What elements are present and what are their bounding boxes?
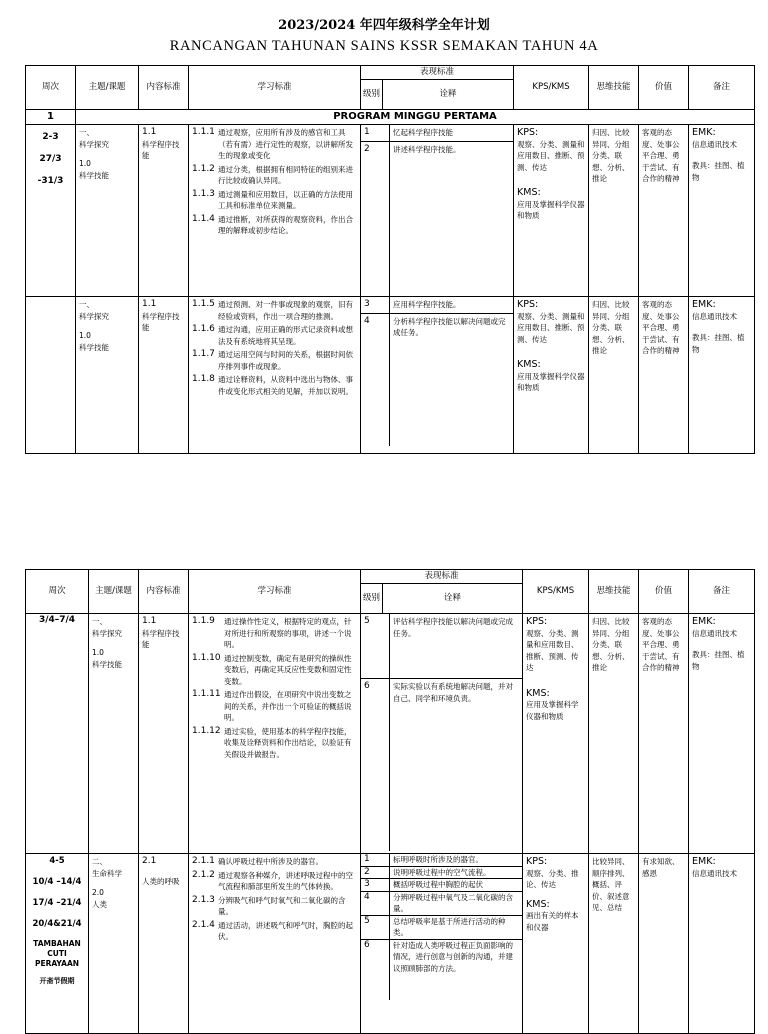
standard-text: 通过沟通，应用正确的形式记录资料或想法及有系统地将其呈现。 xyxy=(218,325,353,346)
kms-title: KMS: xyxy=(526,687,550,699)
level-number: 3 xyxy=(361,879,390,891)
kms-text: 应用及掌握科学仪器和物质 xyxy=(517,199,585,220)
content-code: 1.1 xyxy=(142,616,157,626)
standard-code: 2.1.1 xyxy=(192,856,215,866)
topic-line: 一、 xyxy=(92,617,107,626)
header-value: 价值 xyxy=(639,570,689,614)
week-date: 3/4–7/4 xyxy=(26,614,89,854)
level-text: 实际实验以有系统地解决问题，并对自己、同学和环境负责。 xyxy=(393,682,513,703)
level-text: 说明呼吸过程中的空气流程。 xyxy=(393,867,491,877)
header-week: 周次 xyxy=(26,570,89,614)
standard-code: 2.1.3 xyxy=(192,894,215,905)
level-number: 1 xyxy=(361,125,390,141)
level-number: 2 xyxy=(361,142,390,296)
header-topic: 主题/课题 xyxy=(89,570,139,614)
topic-line: 一、 xyxy=(79,300,94,309)
standard-text: 通过观察各种媒介，讲述呼吸过程中的空气流程和肺部里所发生的气体转换。 xyxy=(218,870,353,891)
level-text: 标明呼吸时所涉及的器官。 xyxy=(393,855,483,864)
topic-line: 一、 xyxy=(79,128,94,137)
standard-text: 通过观察，应用所有涉及的感官和工具（若有需）进行定性的观察，以讲解所发生的现象或变化 xyxy=(218,128,353,160)
content-code: 1.1 xyxy=(142,127,157,137)
standard-text: 通过控制变数，确定有是研究的操纵性变数后，再确定其反应性变数和固定性变数。 xyxy=(224,653,352,686)
program-title: PROGRAM MINGGU PERTAMA xyxy=(76,110,755,125)
level-text: 忆起科学程序技能 xyxy=(393,128,453,137)
standard-code: 1.1.12 xyxy=(192,725,221,736)
emk-title: EMK: xyxy=(692,616,716,627)
kms-title: KMS: xyxy=(517,187,541,198)
standard-text: 通过操作性定义，根据特定的观点，针对所进行和所观察的事项，讲述一个说明。 xyxy=(224,617,352,649)
header-remark: 备注 xyxy=(689,570,755,614)
topic-line: 二、 xyxy=(92,857,107,866)
level-text: 针对造成人类呼吸过程正负面影响的情况，进行创意与创新的沟通，并建议照顾肺部的方法。 xyxy=(393,940,513,973)
standard-code: 1.1.3 xyxy=(192,188,215,199)
emk-text: 信息通讯技术 xyxy=(692,139,738,149)
header-learning: 学习标准 xyxy=(189,570,361,614)
kps-title: KPS: xyxy=(517,299,539,310)
level-text: 应用科学程序技能。 xyxy=(393,300,461,309)
header-performance: 表现标准 xyxy=(361,570,523,584)
kps-title: KPS: xyxy=(517,127,539,138)
emk-title: EMK: xyxy=(692,127,716,138)
standard-text: 分辨吸气和呼气时氧气和二氧化碳的含量。 xyxy=(218,895,346,916)
standard-code: 1.1.10 xyxy=(192,652,221,663)
standard-text: 通过测量和应用数目，以正确的方法使用工具和标准单位来测量。 xyxy=(218,189,353,210)
kps-title: KPS: xyxy=(526,616,548,627)
level-number: 5 xyxy=(361,916,390,939)
holiday-note-cn: 开斋节假期 xyxy=(39,977,75,985)
kps-text: 观察、分类、测量和应用数目、推断、预测、传达 xyxy=(526,628,579,672)
standard-text: 通过活动，讲述吸气和呼气时，胸腔的起伏。 xyxy=(218,920,353,941)
level-number: 5 xyxy=(361,614,390,678)
level-number: 2 xyxy=(361,867,390,879)
kps-text: 观察、分类、测量和应用数目、推断、预测、传达 xyxy=(517,139,585,172)
header-value: 价值 xyxy=(639,66,689,110)
level-text: 概括呼吸过程中胸腔的起伏 xyxy=(393,880,483,889)
kms-text: 应用及掌握科学仪器和物质 xyxy=(517,371,585,392)
values-text: 有求知欲、感恩 xyxy=(639,854,689,1034)
kms-title: KMS: xyxy=(526,898,550,910)
values-text: 客观的态度、处事公平合理、勇于尝试、有合作的精神 xyxy=(639,125,689,297)
standard-text: 通过推断，对所获得的观察资料，作出合理的解释或初步结论。 xyxy=(218,214,353,235)
header-topic: 主题/课题 xyxy=(76,66,139,110)
thinking-skills: 归因、比较异同、分组分类、联想、分析、推论 xyxy=(589,614,639,854)
header-content: 内容标准 xyxy=(139,66,189,110)
topic-line: 1.0 xyxy=(79,159,91,168)
week-date: 20/4&21/4 xyxy=(32,919,82,929)
kms-text: 应用及掌握科学仪器和物质 xyxy=(526,700,579,721)
header-level: 级别 xyxy=(361,80,383,110)
week-number: 4-5 xyxy=(49,856,65,866)
header-kps: KPS/KMS xyxy=(523,570,589,614)
standard-code: 1.1.8 xyxy=(192,374,215,384)
standard-text: 通过作出假设，在项研究中说出变数之间的关系，并作出一个可验证的概括说明。 xyxy=(224,690,352,722)
content-text: 科学程序技能 xyxy=(142,311,180,332)
header-content: 内容标准 xyxy=(139,570,189,614)
kms-text: 画出有关的样本和仪器 xyxy=(526,911,579,932)
standard-code: 1.1.7 xyxy=(192,349,215,359)
standard-code: 1.1.11 xyxy=(192,689,221,699)
emk-text: 信息通讯技术 xyxy=(692,628,738,638)
level-number: 4 xyxy=(361,314,390,446)
standard-text: 通过预测、对一件事或现象的观察，旧有经验或资料，作出一项合理的推测。 xyxy=(218,300,353,321)
level-text: 评估科学程序技能以解决问题或完成任务。 xyxy=(393,617,513,638)
holiday-note: TAMBAHAN CUTI PERAYAAN xyxy=(33,939,81,968)
header-performance: 表现标准 xyxy=(361,66,514,80)
content-code: 2.1 xyxy=(142,856,157,866)
topic-line: 1.0 xyxy=(79,331,91,340)
plan-table-1 xyxy=(25,65,755,454)
standard-code: 1.1.4 xyxy=(192,213,215,224)
topic-line: 2.0 xyxy=(92,888,104,897)
header-desc: 诠释 xyxy=(383,584,523,614)
header-thinking: 思维技能 xyxy=(589,570,639,614)
topic-line: 科学技能 xyxy=(79,170,109,180)
header-level: 级别 xyxy=(361,584,383,614)
kps-text: 观察、分类、推论、传达 xyxy=(526,868,579,889)
week-date: 10/4 –14/4 xyxy=(32,877,82,887)
thinking-skills: 比较异同、顺序排列、概括、评价、叙述意见、总结 xyxy=(589,854,639,1034)
teaching-aid: 教具：挂图、植物 xyxy=(692,650,745,671)
level-text: 总结呼吸率是基于所进行活动的种类。 xyxy=(393,916,506,937)
standard-code: 2.1.4 xyxy=(192,919,215,930)
topic-line: 科学探究 xyxy=(92,628,122,638)
content-text: 人类的呼吸 xyxy=(142,876,180,886)
program-number: 1 xyxy=(26,110,76,125)
topic-line: 科学探究 xyxy=(79,311,109,321)
content-text: 科学程序技能 xyxy=(142,628,180,649)
content-text: 科学程序技能 xyxy=(142,139,180,160)
topic-line: 科学探究 xyxy=(79,139,109,149)
kps-title: KPS: xyxy=(526,856,548,867)
header-remark: 备注 xyxy=(689,66,755,110)
level-text: 讲述科学程序技能。 xyxy=(393,144,461,154)
standard-code: 1.1.9 xyxy=(192,616,215,626)
topic-line: 人类 xyxy=(92,899,107,909)
teaching-aid: 教具：挂图、植物 xyxy=(692,161,745,182)
standard-text: 通过诠释资料，从资料中选出与物体、事件或变化形式相关的见解，并加以说明。 xyxy=(218,375,353,396)
topic-line: 1.0 xyxy=(92,648,104,657)
teaching-aid: 教具：挂图、植物 xyxy=(692,333,745,354)
standard-code: 1.1.5 xyxy=(192,299,215,309)
emk-text: 信息通讯技术 xyxy=(692,868,738,878)
header-desc: 诠释 xyxy=(383,80,514,110)
header-learning: 学习标准 xyxy=(189,66,361,110)
thinking-skills: 归因、比较异同、分组分类、联想、分析、推论 xyxy=(589,125,639,297)
header-week: 周次 xyxy=(26,66,76,110)
standard-text: 通过运用空间与时间的关系，根据时间依序排列事件或现象。 xyxy=(218,350,353,371)
level-number: 1 xyxy=(361,854,390,866)
content-code: 1.1 xyxy=(142,299,157,309)
values-text: 客观的态度、处事公平合理、勇于尝试、有合作的精神 xyxy=(639,614,689,854)
level-number: 6 xyxy=(361,679,390,851)
document-title-cn: 2023/2024 年四年级科学全年计划 xyxy=(278,18,490,33)
standard-code: 2.1.2 xyxy=(192,869,215,880)
level-number: 4 xyxy=(361,892,390,915)
emk-text: 信息通讯技术 xyxy=(692,311,738,321)
week-number: 2-3 xyxy=(42,132,59,142)
plan-table-2 xyxy=(25,569,755,1034)
level-text: 分析科学程序技能以解决问题或完成任务。 xyxy=(393,316,506,337)
week-date: 27/3 -31/3 xyxy=(37,154,64,186)
values-text: 客观的态度、处事公平合理、勇于尝试、有合作的精神 xyxy=(639,297,689,454)
document-title-ms: RANCANGAN TAHUNAN SAINS KSSR SEMAKAN TAHUN 4A xyxy=(169,38,599,54)
standard-code: 1.1.6 xyxy=(192,324,215,334)
standard-code: 1.1.2 xyxy=(192,163,215,174)
week-date: 17/4 –21/4 xyxy=(32,898,82,908)
emk-title: EMK: xyxy=(692,299,716,310)
standard-text: 确认呼吸过程中所涉及的器官。 xyxy=(218,857,323,866)
standard-code: 1.1.1 xyxy=(192,127,215,137)
kms-title: KMS: xyxy=(517,359,541,370)
standard-text: 通过实验，使用基本的科学程序技能，收集及诠释资料和作出结论，以验证有关假设并做报告。 xyxy=(224,726,352,759)
standard-text: 通过分类，根据拥有相同特征的组别来进行比较或确认异同。 xyxy=(218,164,353,185)
topic-line: 科学技能 xyxy=(79,342,109,352)
topic-line: 生命科学 xyxy=(92,868,122,878)
thinking-skills: 归因、比较异同、分组分类、联想、分析、推论 xyxy=(589,297,639,454)
level-number: 3 xyxy=(361,297,390,313)
level-number: 6 xyxy=(361,940,390,1000)
kps-text: 观察、分类、测量和应用数目、推断、预测、传达 xyxy=(517,311,585,344)
emk-title: EMK: xyxy=(692,856,716,867)
header-thinking: 思维技能 xyxy=(589,66,639,110)
topic-line: 科学技能 xyxy=(92,659,122,669)
header-kps: KPS/KMS xyxy=(514,66,589,110)
level-text: 分辨呼吸过程中氧气及二氧化碳的含量。 xyxy=(393,892,513,913)
